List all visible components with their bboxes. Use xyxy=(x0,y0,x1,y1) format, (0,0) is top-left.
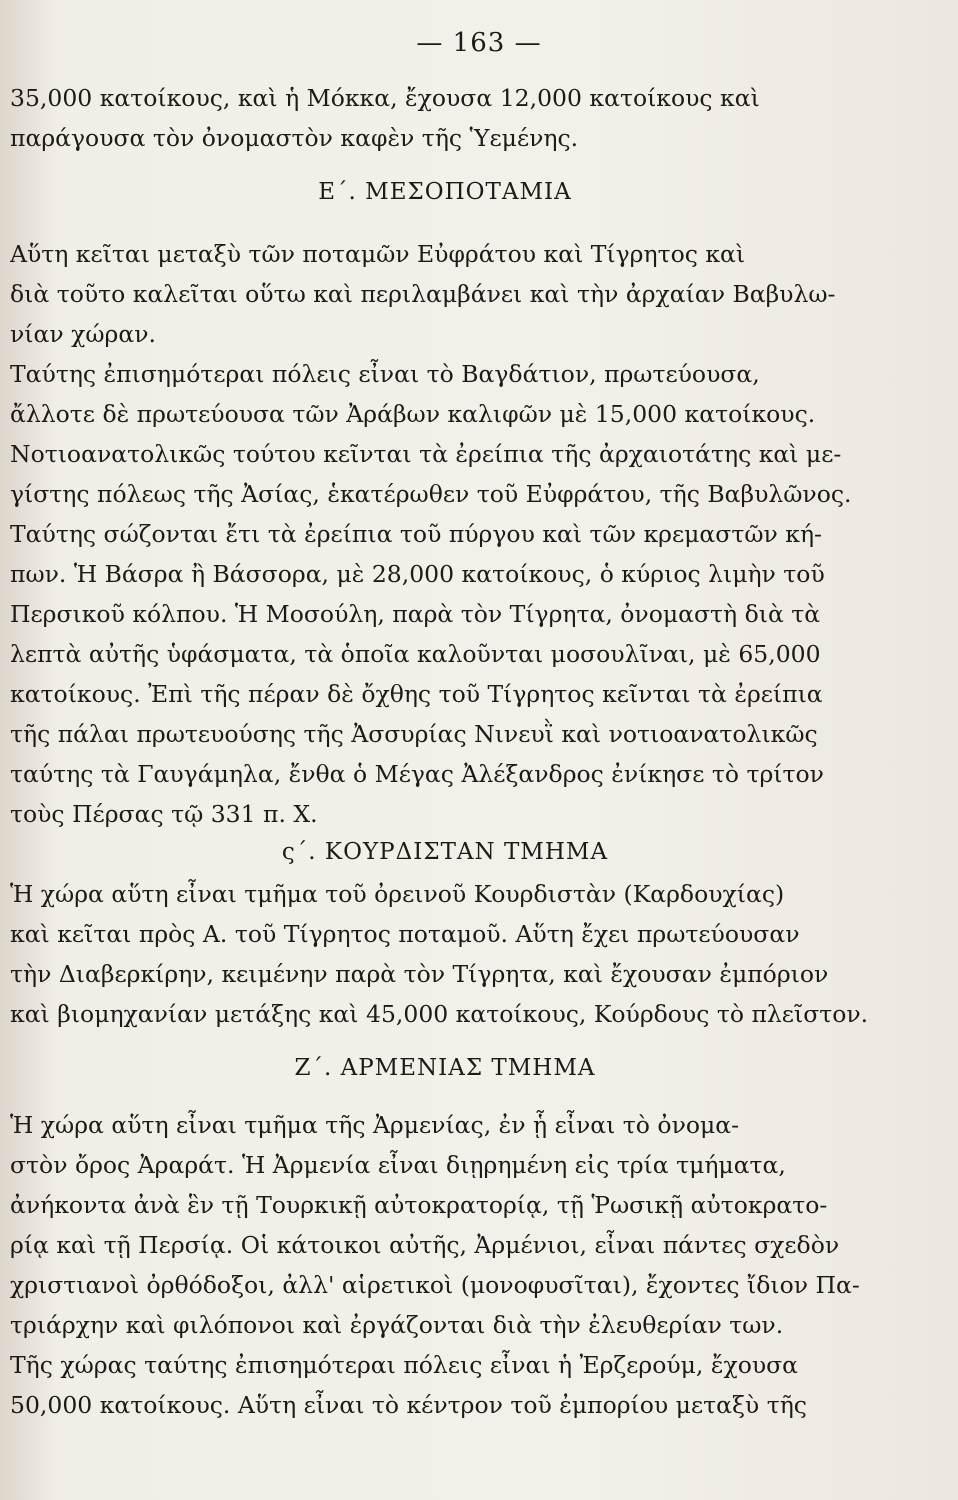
text-line: τριάρχην καὶ φιλόπονοι καὶ ἐργάζονται διὰ τὴν ἐλευθερίαν των. xyxy=(10,1311,784,1339)
text-line: ἄλλοτε δὲ πρωτεύουσα τῶν Ἀράβων καλιφῶν μὲ 15,000 κατοίκους. xyxy=(10,400,816,428)
text-line: γίστης πόλεως τῆς Ἀσίας, ἑκατέρωθεν τοῦ Εὐφράτου, τῆς Βαβυλῶνος. xyxy=(10,480,852,508)
text-line: λεπτὰ αὐτῆς ὑφάσματα, τὰ ὁποῖα καλοῦνται μοσουλῖναι, μὲ 65,000 xyxy=(10,640,821,668)
text-block-armenia xyxy=(10,1105,880,1425)
text-line: Ταύτης ἐπισημότεραι πόλεις εἶναι τὸ Βαγδάτιον, πρωτεύουσα, xyxy=(10,360,760,388)
text-line: Αὕτη κεῖται μεταξὺ τῶν ποταμῶν Εὐφράτου καὶ Τίγρητος καὶ xyxy=(10,240,746,268)
section-heading: Ε΄. ΜΕΣΟΠΟΤΑΜΙΑ xyxy=(318,179,572,205)
text-block-mesopotamia xyxy=(10,234,880,834)
text-line: νίαν χώραν. xyxy=(10,320,156,348)
text-line: καὶ κεῖται πρὸς Α. τοῦ Τίγρητος ποταμοῦ. Αὕτη ἔχει πρωτεύουσαν xyxy=(10,920,800,948)
text-line: διὰ τοῦτο καλεῖται οὕτω καὶ περιλαμβάνει καὶ τὴν ἀρχαίαν Βαβυλω- xyxy=(10,280,836,308)
text-line: παράγουσα τὸν ὀνομαστὸν καφὲν τῆς Ὑεμένης. xyxy=(10,124,579,152)
section-heading: ς΄. ΚΟΥΡΔΙΣΤΑΝ ΤΜΗΜΑ xyxy=(281,839,609,865)
text-line: πων. Ἡ Βάσρα ἢ Βάσσορα, μὲ 28,000 κατοίκους, ὁ κύριος λιμὴν τοῦ xyxy=(10,560,825,588)
section-heading-kurdistan-block xyxy=(10,832,880,872)
text-line: Ἡ χώρα αὕτη εἶναι τμῆμα τῆς Ἀρμενίας, ἐν ᾗ εἶναι τὸ ὀνομα- xyxy=(10,1111,740,1139)
text-line: καὶ βιομηχανίαν μετάξης καὶ 45,000 κατοίκους, Κούρδους τὸ πλεῖστον. xyxy=(10,1000,869,1028)
text-line: ρίᾳ καὶ τῇ Περσίᾳ. Οἱ κάτοικοι αὐτῆς, Ἀρμένιοι, εἶναι πάντες σχεδὸν xyxy=(10,1231,840,1259)
text-line: Περσικοῦ κόλπου. Ἡ Μοσούλη, παρὰ τὸν Τίγρητα, ὀνομαστὴ διὰ τὰ xyxy=(10,600,821,628)
text-line: τῆς πάλαι πρωτευούσης τῆς Ἀσσυρίας Νινευῒ καὶ νοτιοανατολικῶς xyxy=(10,720,818,748)
text-line: στὸν ὄρος Ἀραράτ. Ἡ Ἀρμενία εἶναι διῃρημένη εἰς τρία τμήματα, xyxy=(10,1151,786,1179)
section-heading-armenia-block xyxy=(10,1048,880,1088)
text-line: Νοτιοανατολικῶς τούτου κεῖνται τὰ ἐρείπια τῆς ἀρχαιοτάτης καὶ με- xyxy=(10,440,842,468)
text-line: τοὺς Πέρσας τῷ 331 π. Χ. xyxy=(10,800,318,828)
text-line: Ἡ χώρα αὕτη εἶναι τμῆμα τοῦ ὀρεινοῦ Κουρδιστὰν (Καρδουχίας) xyxy=(10,880,785,908)
text-line: Ταύτης σώζονται ἔτι τὰ ἐρείπια τοῦ πύργου καὶ τῶν κρεμαστῶν κή- xyxy=(10,520,822,548)
text-line: 50,000 κατοίκους. Αὕτη εἶναι τὸ κέντρον τοῦ ἐμπορίου μεταξὺ τῆς xyxy=(10,1391,807,1419)
section-heading-mesopotamia-block xyxy=(10,172,880,212)
text-line: 35,000 κατοίκους, καὶ ἡ Μόκκα, ἔχουσα 12,000 κατοίκους καὶ xyxy=(10,84,760,112)
text-block-top xyxy=(10,78,880,158)
text-line: Τῆς χώρας ταύτης ἐπισημότεραι πόλεις εἶναι ἡ Ἐρζερούμ, ἔχουσα xyxy=(10,1351,799,1379)
section-heading: Ζ΄. ΑΡΜΕΝΙΑΣ ΤΜΗΜΑ xyxy=(294,1055,596,1081)
text-line: τὴν Διαβερκίρην, κειμένην παρὰ τὸν Τίγρητα, καὶ ἔχουσαν ἐμπόριον xyxy=(10,960,829,988)
text-line: χριστιανοὶ ὀρθόδοξοι, ἀλλ' αἱρετικοὶ (μονοφυσῖται), ἔχοντες ἴδιον Πα- xyxy=(10,1271,860,1299)
text-block-kurdistan xyxy=(10,874,880,1034)
text-line: ταύτης τὰ Γαυγάμηλα, ἔνθα ὁ Μέγας Ἀλέξανδρος ἐνίκησε τὸ τρίτον xyxy=(10,760,824,788)
text-line: ἀνήκοντα ἀνὰ ἓν τῇ Τουρκικῇ αὐτοκρατορίᾳ, τῇ Ῥωσικῇ αὐτοκρατο- xyxy=(10,1191,828,1219)
page-number: — 163 — xyxy=(416,28,542,58)
text-line: κατοίκους. Ἐπὶ τῆς πέραν δὲ ὄχθης τοῦ Τίγρητος κεῖνται τὰ ἐρείπια xyxy=(10,680,823,708)
